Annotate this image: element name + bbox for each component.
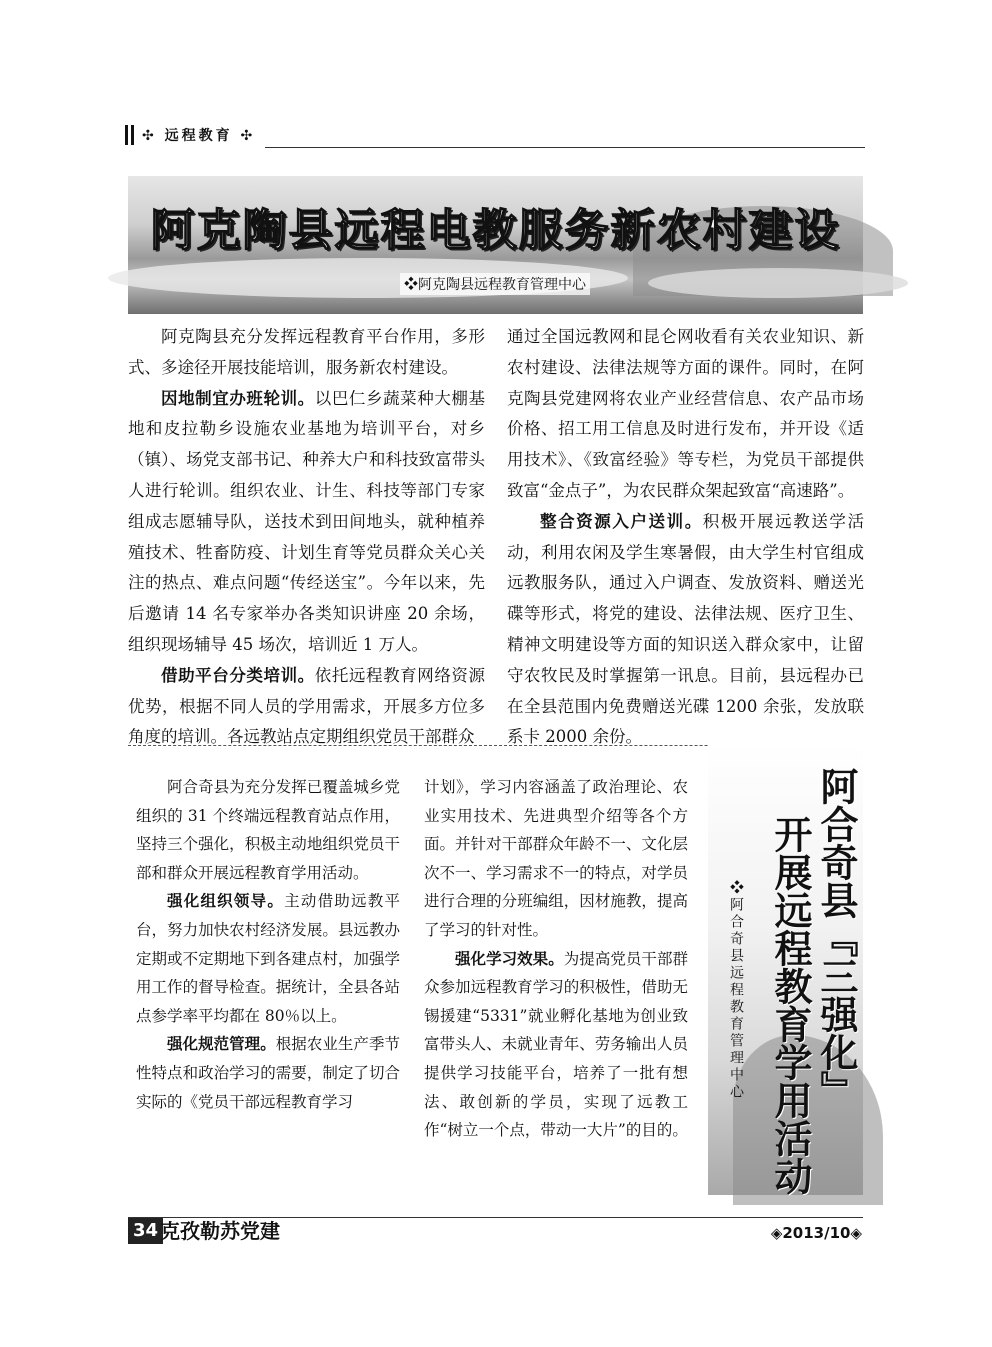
- article1-paragraph-continued: 通过全国远教网和昆仑网收看有关农业知识、新农村建设、法律法规等方面的课件。同时，在阿克陶县党建网将农业产业经营信息、农产品市场价格、招工用工信息及时进行发布，并开设《适用技术》、《致富经验》等专栏，为党员干部提供致富“金点子”，为农民群众架起致富“高速路”。: [507, 327, 864, 500]
- article1-column-right: [507, 322, 865, 747]
- article1-banner-image: [128, 176, 863, 314]
- article2-paragraph-continued: 计划》，学习内容涵盖了政治理论、农业实用技术、先进典型介绍等各个方面。并针对干部群众年龄不一、文化层次不一、学习需求不一的特点，对学员进行合理的分班编组，因材施教，提高了学习的针对性。: [424, 778, 688, 939]
- header-bars-decoration: [125, 125, 134, 145]
- magazine-name: 克孜勒苏党建: [160, 1219, 280, 1243]
- article1-paragraph: 整合资源入户送训。积极开展远教送学活动，利用农闲及学生寒暑假，由大学生村官组成远教服务队，通过入户调查、发放资料、赠送光碟等形式，将党的建设、法律法规、医疗卫生、精神文明建设等方面的知识送入群众家中，让留守农牧民及时掌握第一讯息。目前，县远程办已在全县范围内免费赠送光碟 1200 余张，发放联系卡 2000 余份。: [507, 511, 865, 747]
- article2-paragraph: 强化学习效果。为提高党员干部群众参加远程教育学习的积极性，借助无锡援建“5331”就业孵化基地为创业致富带头人、未就业青年、劳务输出人员提供学习技能平台，培养了一批有想法、敢创新的学员，实现了远教工作“树立一个点，带动一大片”的目的。: [424, 949, 688, 1140]
- article2-paragraph: 强化组织领导。主动借助远教平台，努力加快农村经济发展。县远教办定期或不定期地下到各建点村，加强学用工作的督导检查。据统计，全县各站点参学率平均都在 80％以上。: [136, 892, 400, 1025]
- section-header: [125, 124, 255, 146]
- article1-byline: ❖阿克陶县远程教育管理中心: [400, 273, 590, 295]
- section-label: ✣ 远程教育 ✣: [142, 128, 256, 144]
- issue-date: ◈2013/10◈: [770, 1224, 862, 1242]
- article2-column-right: [424, 773, 688, 1183]
- article2-title-panel: [708, 745, 863, 1195]
- paragraph-lead: 整合资源入户送训。: [540, 511, 703, 531]
- article1-paragraph: 借助平台分类培训。依托远程教育网络资源优势，根据不同人员的学用需求，开展多方位多角度的培训。各远教站点定期组织党员干部群众: [128, 665, 486, 747]
- paragraph-lead: 因地制宜办班轮训。: [161, 388, 315, 408]
- paragraph-lead: 强化学习效果。: [455, 949, 564, 968]
- article2-column-left: [136, 773, 400, 1183]
- article1-title: 阿克陶县远程电教服务新农村建设: [150, 205, 841, 256]
- article2-title-line2: 开展远程教育学用活动: [768, 815, 812, 1195]
- page-number: 34: [128, 1218, 163, 1244]
- header-rule: [265, 147, 865, 148]
- article1-paragraph: 阿克陶县充分发挥远程教育平台作用，多形式、多途径开展技能培训，服务新农村建设。: [128, 327, 485, 377]
- article1-column-left: [128, 322, 486, 747]
- paragraph-lead: 借助平台分类培训。: [161, 665, 315, 685]
- article2-title-line1: 阿合奇县『三强化』: [814, 767, 858, 1109]
- article2-paragraph: 强化规范管理。根据农业生产季节性特点和政治学习的需要，制定了切合实际的《党员干部远程教育学习: [136, 1035, 400, 1111]
- article2-paragraph: 阿合奇县为充分发挥已覆盖城乡党组织的 31 个终端远程教育站点作用，坚持三个强化，积极主动地组织党员干部和群众开展远程教育学用活动。: [136, 778, 400, 882]
- article1-paragraph: 因地制宜办班轮训。以巴仁乡蔬菜种大棚基地和皮拉勒乡设施农业基地为培训平台，对乡（镇）、场党支部书记、种养大户和科技致富带头人进行轮训。组织农业、计生、科技等部门专家组成志愿辅导队，送技术到田间地头，就种植养殖技术、牲畜防疫、计划生育等党员群众关心关注的热点、难点问题“传经送宝”。今年以来，先后邀请 14 名专家举办各类知识讲座 20 余场，组织现场辅导 45 场次，培训近 1 万人。: [128, 388, 486, 654]
- paragraph-lead: 强化组织领导。: [167, 892, 285, 911]
- article2-byline: ❖阿合奇县远程教育管理中心: [728, 880, 744, 1101]
- paragraph-lead: 强化规范管理。: [167, 1035, 276, 1054]
